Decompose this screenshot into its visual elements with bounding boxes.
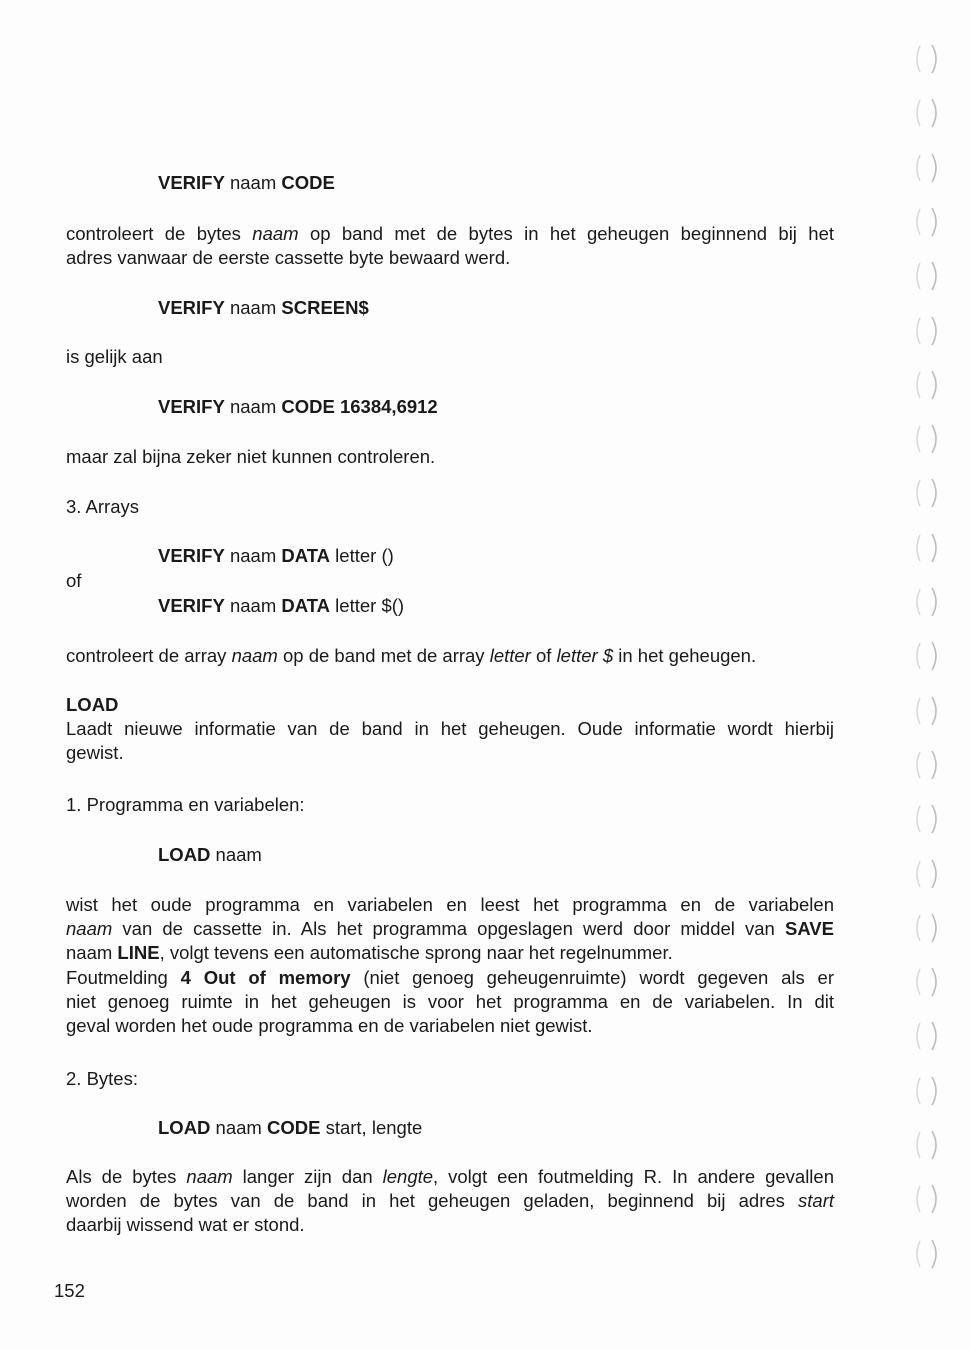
binder-hole-icon: [910, 802, 944, 836]
binder-hole-icon: [910, 748, 944, 782]
text-line-bytes-heading: [66, 1067, 138, 1091]
binder-hole-icon: [910, 314, 944, 348]
text-run: daarbij wissend wat er stond.: [66, 1214, 305, 1235]
text-run: is gelijk aan: [66, 346, 163, 367]
text-line-arrays-heading: [66, 495, 139, 519]
text-run: naam: [210, 844, 262, 865]
text-run: naam: [224, 172, 282, 193]
text-run: , volgt een foutmelding R. In andere gevallen: [433, 1166, 834, 1187]
binder-hole-icon: [910, 857, 944, 891]
text-run: naam: [224, 297, 282, 318]
text-line-verify-data-1: [158, 544, 394, 568]
text-run: of: [66, 570, 82, 591]
text-run: VERIFY: [158, 595, 225, 616]
binder-hole-icon: [910, 96, 944, 130]
binder-hole-icon: [910, 205, 944, 239]
page-number: 152: [54, 1280, 85, 1301]
text-run: op de band met de array: [277, 645, 490, 666]
text-run: naam: [224, 396, 282, 417]
text-run: niet genoeg ruimte in het geheugen is voor het programma en de variabelen. In dit: [66, 991, 834, 1012]
binder-hole-icon: [910, 259, 944, 293]
text-line-verify-screen: [158, 296, 369, 320]
text-run: LOAD: [66, 694, 119, 715]
text-run: naam: [210, 1117, 267, 1138]
text-run: controleert de array: [66, 645, 232, 666]
text-run: naam: [224, 595, 282, 616]
binder-hole-icon: [910, 1128, 944, 1162]
text-run: langer zijn dan: [232, 1166, 383, 1187]
text-run: op band met de bytes in het geheugen beginnend bij het: [298, 223, 835, 244]
text-line-verify-code: [158, 171, 335, 195]
text-run: controleert de bytes: [66, 223, 253, 244]
text-line-p2: [66, 644, 756, 668]
binder-hole-icon: [910, 1237, 944, 1271]
text-run: naam: [66, 918, 113, 939]
binder-hole-icon: [910, 151, 944, 185]
text-run: LOAD: [158, 844, 211, 865]
text-run: letter $: [556, 645, 614, 666]
text-line-p1-l1: [66, 222, 834, 247]
text-run: , volgt tevens een automatische sprong naar het regelnummer.: [159, 942, 673, 963]
text-run: SAVE: [784, 918, 834, 939]
text-line-verify-code-num: [158, 395, 438, 419]
text-line-p3-l1: [66, 717, 834, 742]
text-line-p4-l5: [66, 990, 834, 1015]
text-line-p5-l2: [66, 1189, 834, 1214]
text-line-p5-l1: [66, 1165, 834, 1190]
text-run: 3. Arrays: [66, 496, 139, 517]
binder-hole-icon: [910, 694, 944, 728]
text-line-p4-l1: [66, 893, 834, 918]
text-line-verify-data-2: [158, 594, 404, 618]
text-line-load-code: [158, 1116, 422, 1140]
text-line-p4-l4: [66, 966, 834, 991]
text-run: naam: [252, 223, 299, 244]
binder-hole-icon: [910, 1074, 944, 1108]
text-run: adres vanwaar de eerste cassette byte bewaard werd.: [66, 247, 511, 268]
text-run: in het geheugen.: [613, 645, 757, 666]
binder-hole-icon: [910, 639, 944, 673]
binder-hole-icon: [910, 585, 944, 619]
text-line-p4-l2: [66, 917, 834, 942]
text-run: VERIFY: [158, 172, 225, 193]
text-line-load-heading: [66, 693, 118, 717]
text-run: van de cassette in. Als het programma opgeslagen werd door middel van: [112, 918, 785, 939]
text-run: maar zal bijna zeker niet kunnen controleren.: [66, 446, 436, 467]
text-run: LOAD: [158, 1117, 211, 1138]
text-run: 2. Bytes:: [66, 1068, 138, 1089]
text-line-p4-l6: [66, 1014, 834, 1039]
text-run: of: [530, 645, 557, 666]
text-run: letter $(): [330, 595, 405, 616]
text-run: Laadt nieuwe informatie van de band in het geheugen. Oude informatie wordt hierbij: [66, 718, 834, 739]
binder-hole-icon: [910, 531, 944, 565]
binder-hole-icon: [910, 42, 944, 76]
binder-hole-icon: [910, 422, 944, 456]
text-run: start, lengte: [320, 1117, 423, 1138]
text-run: CODE: [266, 1117, 321, 1138]
text-run: letter (): [330, 545, 394, 566]
text-run: DATA: [281, 545, 331, 566]
text-run: lengte: [382, 1166, 434, 1187]
text-run: CODE: [281, 172, 335, 193]
text-run: 1. Programma en variabelen:: [66, 794, 305, 815]
text-line-prog-heading: [66, 793, 305, 817]
text-run: VERIFY: [158, 545, 225, 566]
binder-hole-icon: [910, 368, 944, 402]
text-run: worden de bytes van de band in het geheugen geladen, beginnend bij adres: [66, 1190, 799, 1211]
text-run: DATA: [281, 595, 331, 616]
text-line-of: [66, 569, 81, 593]
binder-hole-icon: [910, 965, 944, 999]
binder-hole-icon: [910, 1019, 944, 1053]
text-run: naam: [186, 1166, 233, 1187]
text-line-p1-l2: [66, 246, 834, 271]
text-run: VERIFY: [158, 396, 225, 417]
text-run: LINE: [117, 942, 160, 963]
text-run: naam: [66, 942, 118, 963]
binder-hole-icon: [910, 476, 944, 510]
text-line-is-gelijk: [66, 345, 163, 369]
text-run: start: [798, 1190, 834, 1211]
text-run: 4 Out of memory: [180, 967, 351, 988]
text-line-p5-l3: [66, 1213, 834, 1238]
text-line-p3-l2: [66, 741, 834, 766]
text-run: letter: [489, 645, 531, 666]
text-run: VERIFY: [158, 297, 225, 318]
binder-hole-icon: [910, 911, 944, 945]
text-line-p4-l3: [66, 941, 834, 966]
text-run: CODE 16384,6912: [281, 396, 438, 417]
text-line-maar-zal: [66, 445, 435, 469]
binder-hole-icon: [910, 1182, 944, 1216]
text-run: naam: [224, 545, 282, 566]
text-line-load-naam: [158, 843, 262, 867]
text-run: gewist.: [66, 742, 124, 763]
text-run: Foutmelding: [66, 967, 181, 988]
text-run: wist het oude programma en variabelen en leest het programma en de variabelen: [66, 894, 834, 915]
text-run: geval worden het oude programma en de variabelen niet gewist.: [66, 1015, 593, 1036]
text-run: SCREEN$: [281, 297, 369, 318]
text-run: Als de bytes: [66, 1166, 187, 1187]
text-run: (niet genoeg geheugenruimte) wordt gegeven als er: [350, 967, 835, 988]
text-run: naam: [231, 645, 278, 666]
